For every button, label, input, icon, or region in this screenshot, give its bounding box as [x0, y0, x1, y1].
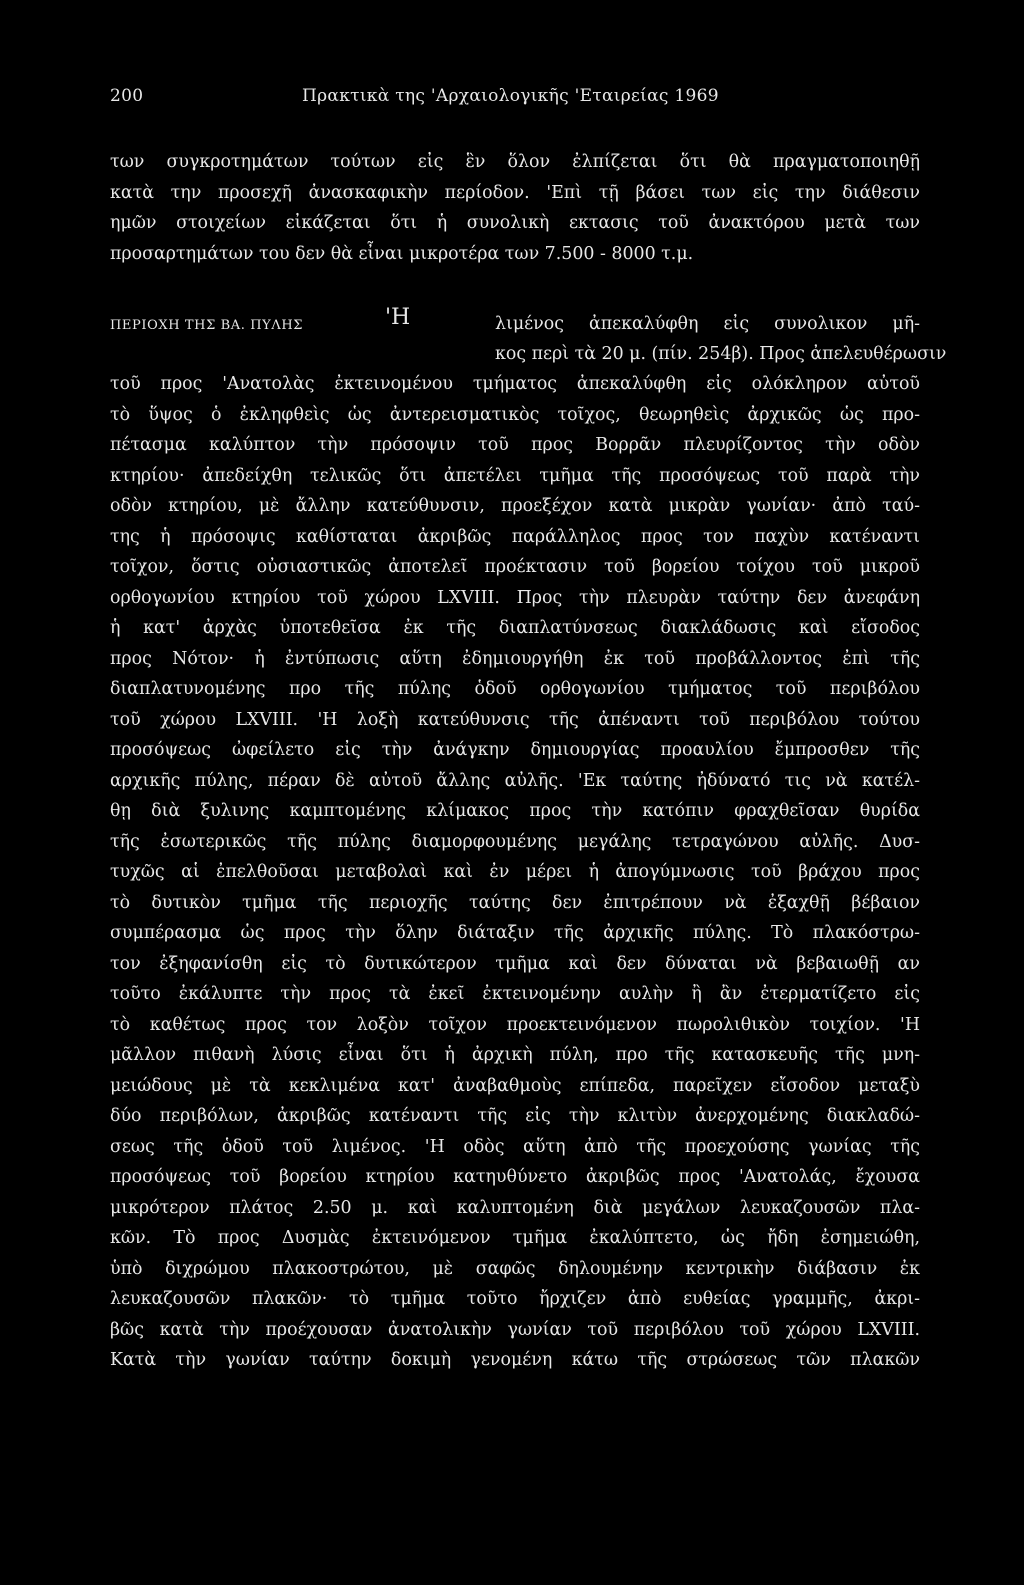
text-line: προσόψεως ὠφείλετο εἰς τὴν ἀνάγκην δημιουργίας προαυλίου ἔμπροσθεν τῆς: [110, 740, 920, 760]
text-line: τον ἐξηφανίσθη εἰς τὸ δυτικώτερον τμῆμα καὶ δεν δύναται νὰ βεβαιωθῇ αν: [110, 953, 920, 974]
text-line: τοῦτο ἐκάλυπτε τὴν προς τὰ ἐκεῖ ἐκτεινομένην αυλὴν ἢ ἂν ἐτερματίζετο εἰς: [110, 984, 920, 1004]
text-line: τυχῶς αἱ ἐπελθοῦσαι μεταβολαὶ καὶ ἐν μέρει ἡ ἀπογύμνωσις τοῦ βράχου προς: [110, 862, 920, 882]
text-line: προσαρτημάτων του δεν θὰ εἶναι μικροτέρα των 7.500 - 8000 τ.μ.: [110, 243, 694, 264]
text-line: λιμένος ἀπεκαλύφθη εἰς συνολικον μῆ-: [495, 314, 920, 334]
text-line: θῃ διὰ ξυλινης καμπτομένης κλίμακος προς τὴν κατόπιν φραχθεῖσαν θυρίδα: [110, 801, 920, 821]
text-line: μειώδους μὲ τὰ κεκλιμένα κατ' ἀναβαθμοὺς επίπεδα, παρεῖχεν εἴσοδον μεταξὺ: [110, 1075, 920, 1096]
section-heading: ΠΕΡΙΟΧΗ ΤΗΣ ΒΑ. ΠΥΛΗΣ: [110, 318, 304, 333]
text-line: τὸ δυτικὸν τμῆμα τῆς περιοχῆς ταύτης δεν ἐπιτρέπουν νὰ ἐξαχθῇ βέβαιον: [110, 892, 920, 913]
text-line: τοῦ χώρου LXVIII. 'Η λοξὴ κατεύθυνσις τῆς ἀπέναντι τοῦ περιβόλου τούτου: [110, 709, 920, 730]
body-paragraph: [110, 369, 920, 1376]
page-number: 200: [110, 86, 144, 106]
text-line: ορθογωνίου κτηρίου τοῦ χώρου LXVIII. Προς τὴν πλευρὰν ταύτην δεν ἀνεφάνη: [110, 587, 920, 608]
text-line: κῶν. Τὸ προς Δυσμὰς ἐκτεινόμενον τμῆμα ἐκαλύπτετο, ὡς ἤδη ἐσημειώθη,: [110, 1228, 920, 1248]
text-line: ὑπὸ διχρώμου πλακοστρώτου, μὲ σαφῶς δηλουμένην κεντρικὴν διάβασιν ἐκ: [110, 1258, 920, 1279]
text-line: μᾶλλον πιθανὴ λύσις εἶναι ὅτι ἡ ἀρχικὴ πύλη, προ τῆς κατασκευῆς τῆς μνη-: [110, 1045, 920, 1065]
text-line: κτηρίου· ἀπεδείχθη τελικῶς ὅτι ἀπετέλει τμῆμα τῆς προσόψεως τοῦ παρὰ τὴν: [110, 465, 920, 486]
running-head: [110, 86, 719, 106]
text-line: σεως τῆς ὁδοῦ τοῦ λιμένος. 'Η οδὸς αὕτη ἀπὸ τῆς προεχούσης γωνίας τῆς: [110, 1136, 920, 1157]
text-line: της ἡ πρόσοψις καθίσταται ἀκριβῶς παράλληλος προς τον παχὺν κατέναντι: [110, 526, 920, 547]
text-line: τοῖχον, ὅστις οὐσιαστικῶς ἀποτελεῖ προέκτασιν τοῦ βορείου τοίχου τοῦ μικροῦ: [110, 557, 920, 577]
text-line: τὸ ὕψος ὁ ἐκληφθεὶς ὡς ἀντερεισματικὸς τοῖχος, θεωρηθεὶς ἀρχικῶς ὡς προ-: [110, 404, 920, 425]
text-line: προς Νότον· ἡ ἐντύπωσις αὕτη ἐδημιουργήθη ἐκ τοῦ προβάλλοντος ἐπὶ τῆς: [110, 648, 920, 669]
text-line: τὸ καθέτως προς τον λοξὸν τοῖχον προεκτεινόμενον πωρολιθικὸν τοιχίον. 'Η: [110, 1014, 920, 1035]
text-line: πέτασμα καλύπτον τὴν πρόσοψιν τοῦ προς Βορρᾶν πλευρίζοντος τὴν οδὸν: [110, 435, 920, 455]
text-line: προσόψεως τοῦ βορείου κτηρίου κατηυθύνετο ἀκριβῶς προς 'Ανατολάς, ἔχουσα: [110, 1167, 920, 1187]
intro-paragraph: [110, 147, 920, 269]
text-line: δύο περιβόλων, ἀκριβῶς κατέναντι τῆς εἰς τὴν κλιτὺν ἀνερχομένης διακλαδώ-: [110, 1106, 920, 1126]
text-line: τοῦ προς 'Ανατολὰς ἐκτεινομένου τμήματος ἀπεκαλύφθη εἰς ολόκληρον αὐτοῦ: [110, 374, 920, 394]
text-line: Κατὰ τὴν γωνίαν ταύτην δοκιμὴ γενομένη κάτω τῆς στρώσεως τῶν πλακῶν: [110, 1350, 920, 1370]
text-line: των συγκροτημάτων τούτων εἰς ἓν ὅλον ἐλπίζεται ὅτι θὰ πραγματοποιηθῇ: [110, 152, 920, 172]
text-line: κος περὶ τὰ 20 μ. (πίν. 254β). Προς ἀπελευθέρωσιν: [495, 343, 947, 364]
text-line: συμπέρασμα ὡς προς τὴν ὅλην διάταξιν τῆς ἀρχικῆς πύλης. Τὸ πλακόστρω-: [110, 923, 920, 943]
section-dropcap: 'Η: [385, 305, 411, 330]
text-line: κατὰ την προσεχῆ ἀνασκαφικὴν περίοδον. 'Επὶ τῇ βάσει των εἰς την διάθεσιν: [110, 182, 920, 203]
text-line: λευκαζουσῶν πλακῶν· τὸ τμῆμα τοῦτο ἤρχιζεν ἀπὸ ευθείας γραμμῆς, ἀκρι-: [110, 1289, 920, 1309]
text-line: διαπλατυνομένης προ τῆς πύλης ὁδοῦ ορθογωνίου τμήματος τοῦ περιβόλου: [110, 679, 920, 699]
journal-title: Πρακτικὰ της 'Αρχαιολογικῆς 'Εταιρείας 1969: [302, 86, 719, 106]
text-line: οδὸν κτηρίου, μὲ ἄλλην κατεύθυνσιν, προεξέχον κατὰ μικρὰν γωνίαν· ἀπὸ ταύ-: [110, 496, 920, 516]
text-line: ἡ κατ' ἀρχὰς ὑποτεθεῖσα ἐκ τῆς διαπλατύνσεως διακλάδωσις καὶ εἴσοδος: [110, 618, 920, 638]
section-opening: [110, 305, 947, 369]
text-line: ημῶν στοιχείων εἰκάζεται ὅτι ἡ συνολικὴ εκτασις τοῦ ἀνακτόρου μετὰ των: [110, 213, 920, 233]
text-line: τῆς ἐσωτερικῶς τῆς πύλης διαμορφουμένης μεγάλης τετραγώνου αὐλῆς. Δυσ-: [110, 831, 920, 852]
text-line: αρχικῆς πύλης, πέραν δὲ αὐτοῦ ἄλλης αὐλῆς. 'Εκ ταύτης ἠδύνατό τις νὰ κατέλ-: [110, 770, 920, 791]
text-line: βῶς κατὰ τὴν προέχουσαν ἀνατολικὴν γωνίαν τοῦ περιβόλου τοῦ χώρου LXVIII.: [110, 1319, 920, 1340]
text-line: μικρότερον πλάτος 2.50 μ. καὶ καλυπτομένη διὰ μεγάλων λευκαζουσῶν πλα-: [110, 1197, 920, 1218]
